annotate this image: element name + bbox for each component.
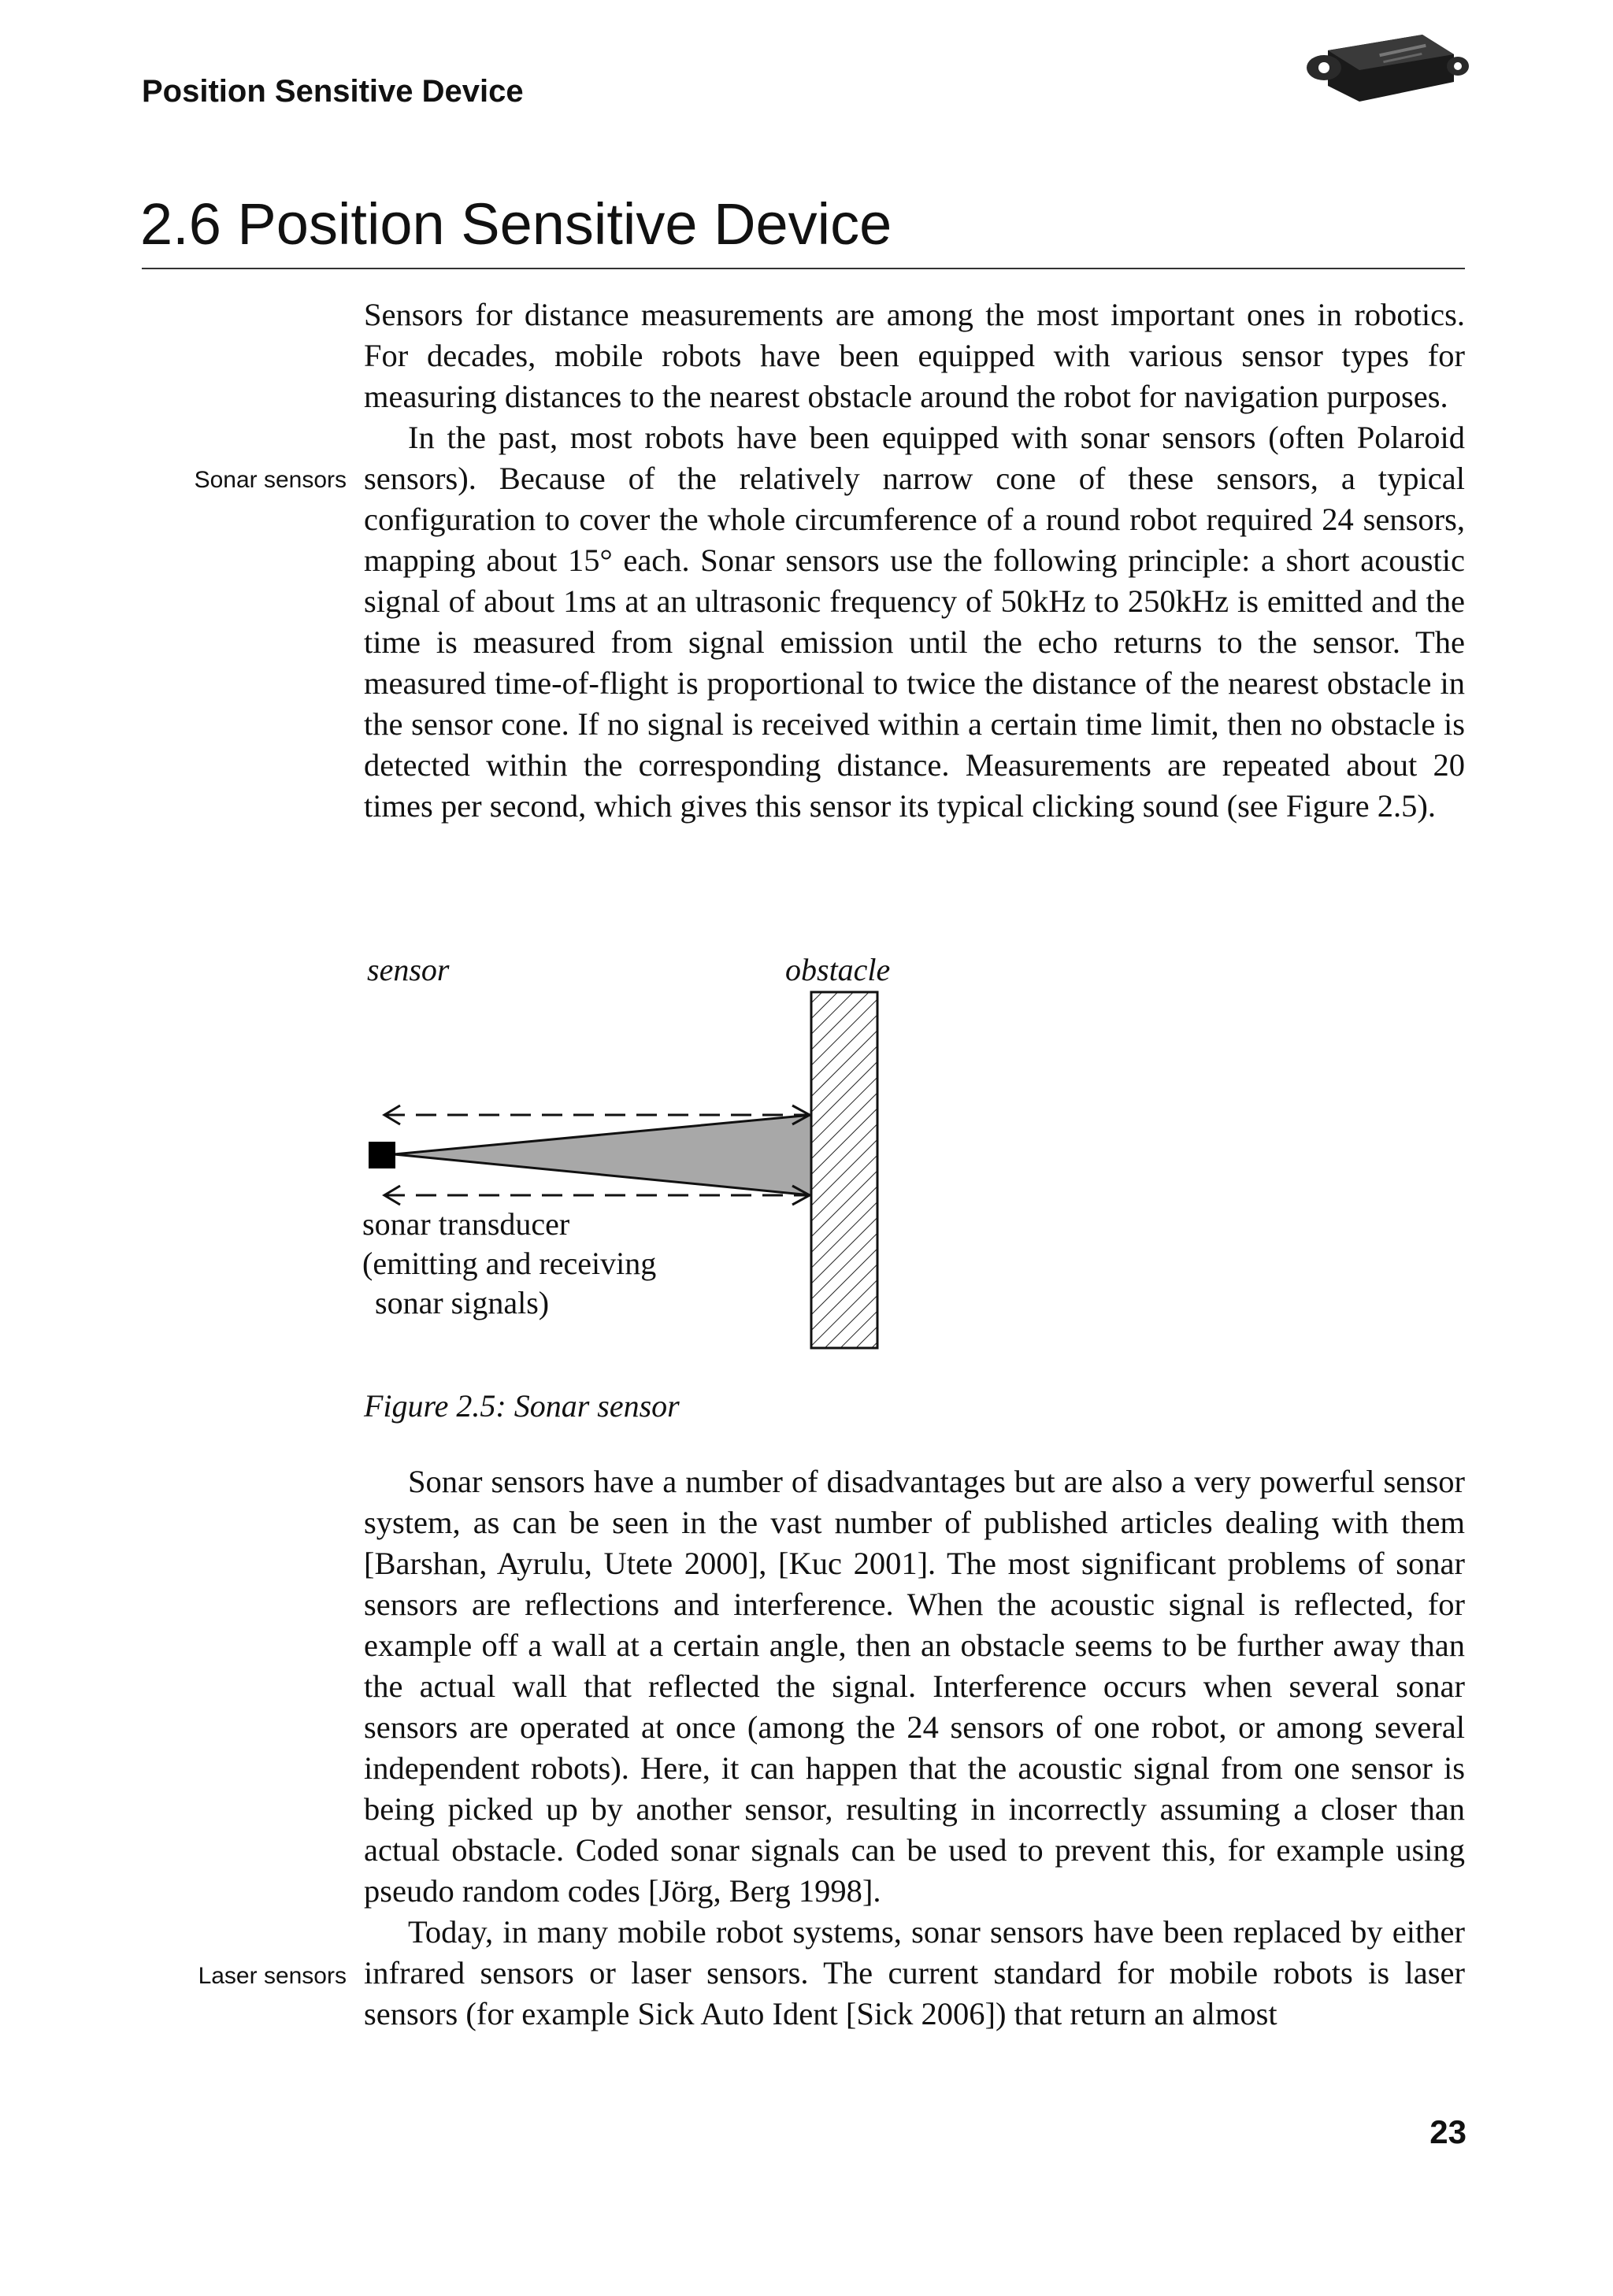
transducer-label-line3: sonar signals): [375, 1285, 550, 1320]
paragraph-2: In the past, most robots have been equipped with sonar sensors (often Polaroid sensors). Because of the relatively narrow cone of these sensors, a typical configuration to cover the whole circumference of a round robot required 24 sensors, mapping about 15° each. Sonar sensors use the following principle: a short acoustic signal of about 1ms at an ultrasonic frequency of 50kHz to 250kHz is emitted and the time is measured from signal emission until the echo returns to the sensor. The measured time-of-flight is proportional to twice the distance of the nearest obstacle in the sensor cone. If no signal is received within a certain time limit, then no obstacle is detected within the corresponding distance. Measurements are repeated about 20 times per second, which gives this sensor its typical clicking sound (see Figure 2.5).: [364, 420, 1465, 824]
sensor-photo-icon: [1304, 19, 1470, 113]
sonar-cone: [394, 1115, 811, 1195]
page-number: 23: [1429, 2113, 1467, 2150]
label-sensor: sensor: [367, 952, 450, 987]
body-text-top: [364, 294, 1465, 827]
paragraph-3: Sonar sensors have a number of disadvantages but are also a very powerful sensor system, as can be seen in the vast number of published articles dealing with them [Barshan, Ayrulu, Utete 2000], [Kuc 2001]. The most significant problems of sonar sensors are reflections and interference. When the acoustic signal is reflected, for example off a wall at a certain angle, then an obstacle seems to be further away than the actual wall that reflected the signal. Interference occurs when several sonar sensors are operated at once (among the 24 sensors of one robot, or among several independent robots). Here, it can happen that the acoustic signal from one sensor is being picked up by another sensor, resulting in incorrectly assuming a closer than actual obstacle. Coded sonar signals can be used to prevent this, for example using pseudo random codes [Jörg, Berg 1998].: [364, 1464, 1465, 1909]
transducer-label-line2: (emitting and receiving: [362, 1246, 657, 1281]
body-text-bottom: [364, 1461, 1465, 2035]
margin-note-sonar: Sonar sensors: [194, 467, 347, 493]
paragraph-4: Today, in many mobile robot systems, sonar sensors have been replaced by either infrared sensors or laser sensors. The current standard for mobile robots is laser sensors (for example Sick Auto Ident [Sick 2006]) that return an almost: [364, 1914, 1465, 2031]
sonar-transducer: [369, 1142, 395, 1168]
obstacle-wall: [811, 992, 877, 1348]
figure-sonar-sensor: [347, 937, 961, 1378]
paragraph-1: Sensors for distance measurements are among the most important ones in robotics. For decades, mobile robots have been equipped with various sensor types for measuring distances to the nearest obstacle around the robot for navigation purposes.: [364, 297, 1465, 414]
running-head: Position Sensitive Device: [142, 74, 524, 109]
figure-caption: Figure 2.5: Sonar sensor: [364, 1388, 680, 1424]
label-obstacle: obstacle: [785, 952, 891, 987]
section-title: 2.6 Position Sensitive Device: [140, 191, 892, 257]
margin-note-laser: Laser sensors: [198, 1963, 347, 1989]
transducer-label-line1: sonar transducer: [362, 1206, 570, 1242]
title-rule: [142, 268, 1465, 269]
